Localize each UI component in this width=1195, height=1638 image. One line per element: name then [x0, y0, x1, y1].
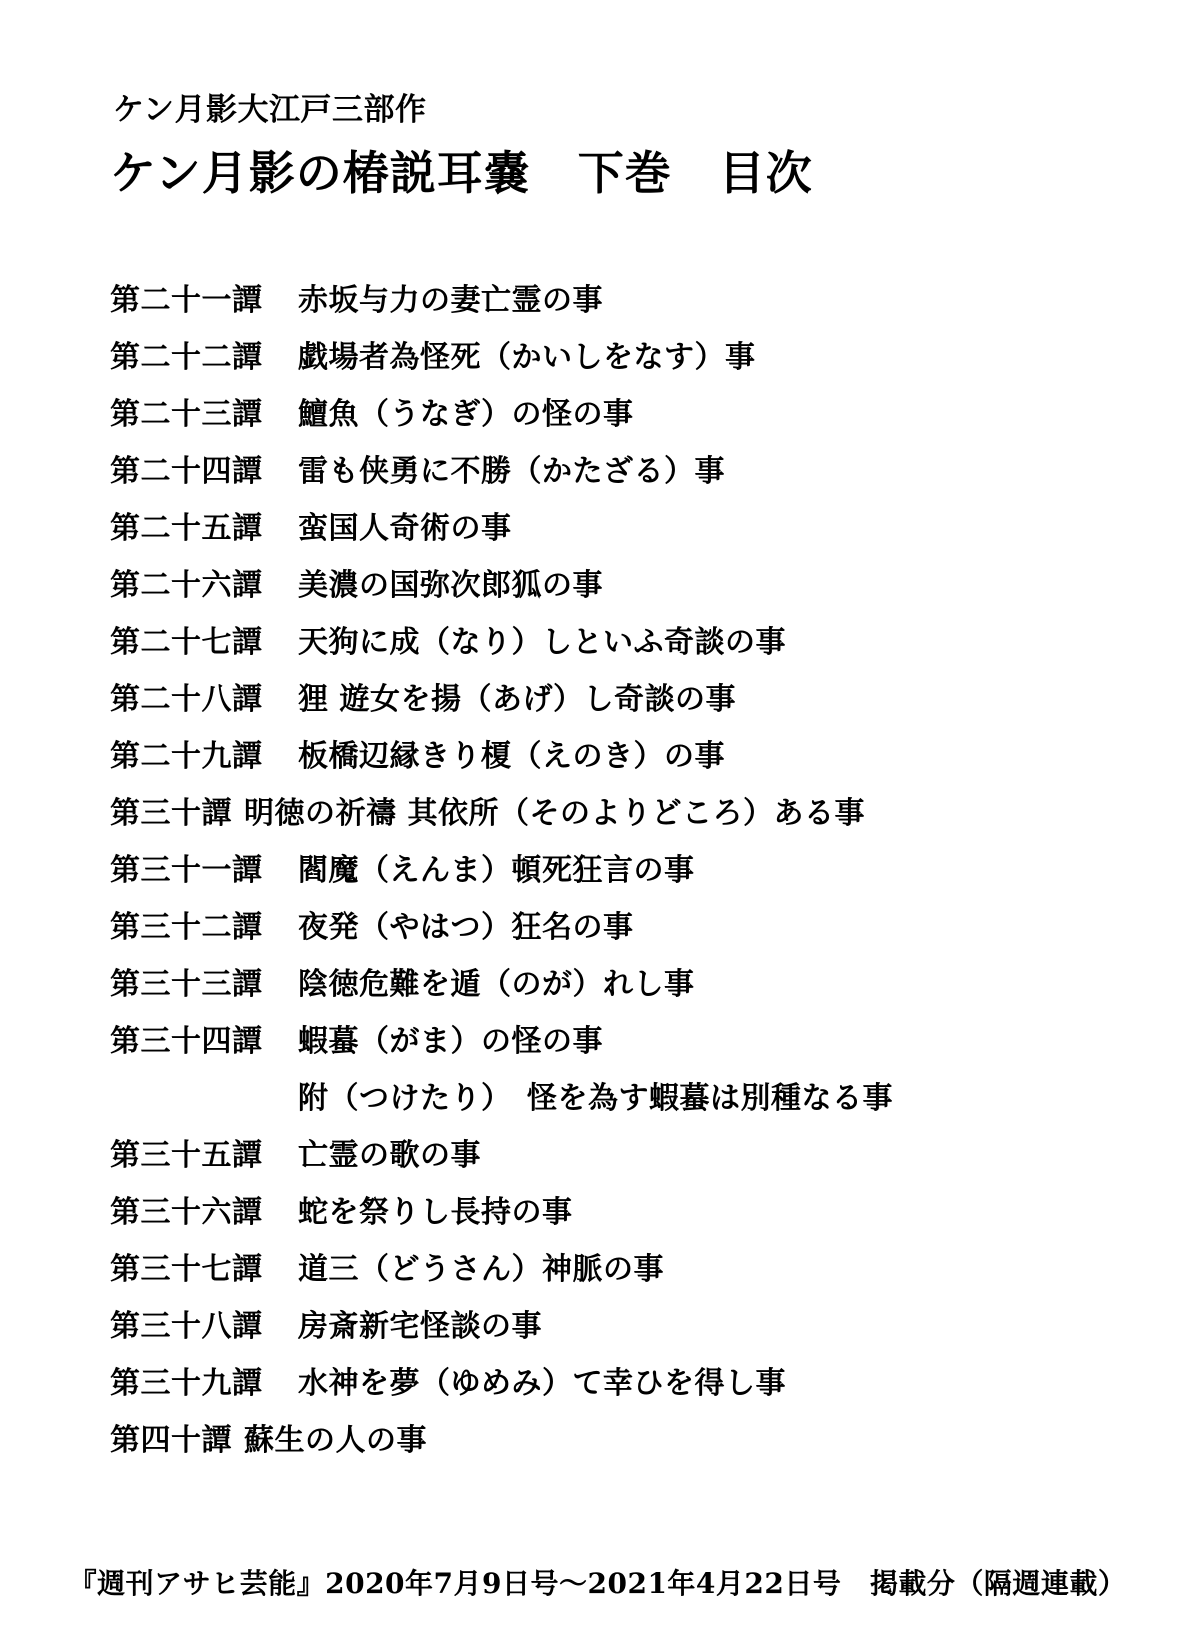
- toc-entry-title: 雷も侠勇に不勝（かたざる）事: [298, 454, 725, 489]
- toc-entry[interactable]: [110, 568, 1110, 628]
- toc-entry[interactable]: [110, 910, 1110, 970]
- toc-entry-title: 板橋辺縁きり榎（えのき）の事: [298, 739, 725, 774]
- toc-entry[interactable]: [110, 1195, 1110, 1255]
- toc-entry[interactable]: [110, 853, 1110, 913]
- toc-entry-number: 第二十一譚: [110, 283, 263, 318]
- toc-entry[interactable]: [110, 340, 1110, 400]
- series-label: ケン月影大江戸三部作: [113, 92, 427, 128]
- toc-entry-title: 蝦蟇（がま）の怪の事: [298, 1024, 603, 1059]
- toc-entry-title: 美濃の国弥次郎狐の事: [298, 568, 603, 603]
- toc-entry[interactable]: [110, 1423, 1110, 1483]
- toc-entry-title: 道三（どうさん）神脈の事: [298, 1252, 664, 1287]
- toc-entry-title: 水神を夢（ゆめみ）て幸ひを得し事: [298, 1366, 786, 1401]
- toc-entry-title: 天狗に成（なり）しといふ奇談の事: [298, 625, 786, 660]
- toc-entry-title: 狸 遊女を揚（あげ）し奇談の事: [298, 682, 736, 717]
- toc-entry-number: 第二十三譚: [110, 397, 263, 432]
- toc-entry-title: 蘇生の人の事: [244, 1423, 427, 1458]
- toc-entry-title: 房斎新宅怪談の事: [298, 1309, 542, 1344]
- toc-entry[interactable]: [110, 397, 1110, 457]
- toc-entry-title: 鱣魚（うなぎ）の怪の事: [298, 397, 634, 432]
- toc-entry-number: 第三十九譚: [110, 1366, 263, 1401]
- toc-entry[interactable]: [110, 283, 1110, 343]
- toc-entry-title: 閻魔（えんま）頓死狂言の事: [298, 853, 695, 888]
- toc-entry-number: 第三十七譚: [110, 1252, 263, 1287]
- toc-entry-number: 第二十八譚: [110, 682, 263, 717]
- toc-entry-number: 第三十五譚: [110, 1138, 263, 1173]
- toc-entry-number: 第三十二譚: [110, 910, 263, 945]
- toc-entry[interactable]: [110, 682, 1110, 742]
- toc-entry[interactable]: [110, 511, 1110, 571]
- toc-entry-title: 附（つけたり） 怪を為す蝦蟇は別種なる事: [298, 1081, 893, 1116]
- toc-entry-number: 第二十六譚: [110, 568, 263, 603]
- toc-entry-number: 第三十譚: [110, 796, 232, 831]
- toc-entry[interactable]: [110, 1024, 1110, 1084]
- toc-entry[interactable]: [110, 739, 1110, 799]
- toc-entry-number: 第二十五譚: [110, 511, 263, 546]
- toc-entry-number: 第二十九譚: [110, 739, 263, 774]
- table-of-contents: [110, 283, 1110, 1483]
- toc-entry[interactable]: [110, 967, 1110, 1027]
- toc-entry[interactable]: [110, 454, 1110, 514]
- toc-entry-number: 第三十四譚: [110, 1024, 263, 1059]
- toc-entry-number: 第二十二譚: [110, 340, 263, 375]
- toc-entry[interactable]: [110, 1309, 1110, 1369]
- toc-entry-title: 蛇を祭りし長持の事: [298, 1195, 573, 1230]
- footer-note: 『週刊アサヒ芸能』2020年7月9日号〜2021年4月22日号 掲載分（隔週連載）: [68, 1567, 1127, 1600]
- toc-entry-number: 第三十三譚: [110, 967, 263, 1002]
- toc-entry-number: 第三十八譚: [110, 1309, 263, 1344]
- toc-entry-title: 亡霊の歌の事: [298, 1138, 481, 1173]
- toc-entry-title: 陰徳危難を遁（のが）れし事: [298, 967, 695, 1002]
- toc-entry-title: 赤坂与力の妻亡霊の事: [298, 283, 603, 318]
- toc-entry-title: 明徳の祈禱 其依所（そのよりどころ）ある事: [244, 796, 865, 831]
- toc-entry-title: 夜発（やはつ）狂名の事: [298, 910, 634, 945]
- toc-entry-title: 蛮国人奇術の事: [298, 511, 512, 546]
- toc-entry[interactable]: [110, 1366, 1110, 1426]
- toc-entry[interactable]: [110, 1252, 1110, 1312]
- toc-entry-number: 第三十一譚: [110, 853, 263, 888]
- toc-entry-number: 第二十七譚: [110, 625, 263, 660]
- toc-entry[interactable]: [110, 1081, 1110, 1141]
- toc-entry[interactable]: [110, 625, 1110, 685]
- toc-entry-number: 第二十四譚: [110, 454, 263, 489]
- page-title: ケン月影の椿説耳嚢 下巻 目次: [110, 146, 813, 200]
- toc-entry-number: 第四十譚: [110, 1423, 232, 1458]
- toc-entry-number: 第三十六譚: [110, 1195, 263, 1230]
- toc-entry[interactable]: [110, 1138, 1110, 1198]
- toc-entry[interactable]: [110, 796, 1110, 856]
- toc-entry-title: 戯場者為怪死（かいしをなす）事: [298, 340, 756, 375]
